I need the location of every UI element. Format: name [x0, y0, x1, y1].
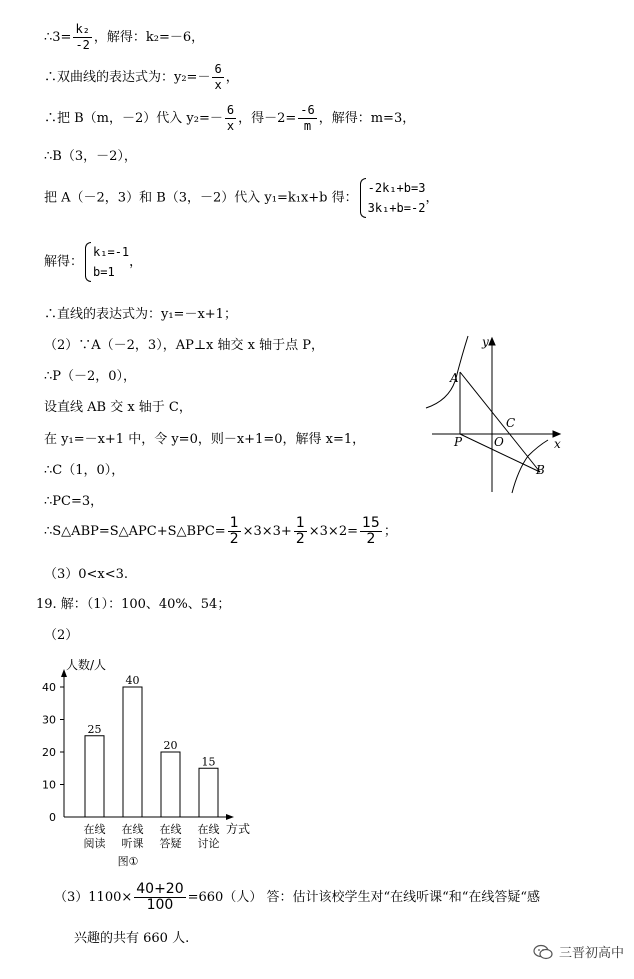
bar-value-label: 40 [125, 674, 140, 687]
solution-line-14: ∴S△ABP=S△APC+S△BPC= $\frac{1}{2}$ ×3×3+ $\frac{1}{2}$ ×3×2= $\frac{15}{2}$ ； [44, 515, 397, 547]
system-brace-2: k₁=-1 b=1 [83, 242, 129, 282]
chart-caption: 图① [117, 855, 139, 868]
fraction-k2: $\frac{\text{k₂}}{-2}$ [75, 22, 90, 52]
y-tick-label: 10 [42, 778, 56, 792]
solution-line-4: ∴B（3，－2）， [44, 149, 137, 164]
solution-line-19: 兴趣的共有 660 人. [74, 931, 190, 946]
coordinate-graph [420, 330, 570, 495]
bar-value-label: 25 [87, 722, 102, 736]
solution-line-12: ∴C（1，0）， [44, 463, 125, 478]
solution-line-16: 19. 解：（1）：100、40%、54； [36, 597, 231, 612]
bar [161, 752, 180, 817]
label-b: B [536, 463, 545, 477]
category-label: 在线 [159, 823, 182, 836]
category-label: 在线 [197, 823, 220, 836]
category-label: 讨论 [197, 837, 220, 850]
bar-value-label: 15 [201, 755, 216, 769]
category-label: 在线 [83, 823, 106, 836]
y-tick-label: 30 [42, 713, 56, 727]
solution-line-6: 解得： k₁=-1 b=1 ， [44, 242, 142, 282]
bar [123, 687, 142, 817]
y-tick-label: 20 [42, 746, 56, 759]
watermark [533, 942, 624, 961]
system-brace-1: -2k₁+b=3 3k₁+b=-2 [358, 178, 426, 218]
solution-line-3: ∴把 B（m，－2）代入 y₂=－ $\frac{6}{x}$ ，得－2= $\frac{-6}{m}$ ，解得：m=3， [44, 103, 416, 133]
wechat-icon [533, 944, 553, 960]
solution-line-8: （2）∵A（－2，3），AP⊥x 轴交 x 轴于点 P， [44, 338, 325, 353]
solution-line-15: （3）0<x<3. [44, 567, 129, 582]
y-tick-label: 40 [42, 681, 56, 694]
bar-chart [30, 655, 270, 875]
label-o: O [494, 435, 504, 449]
y-tick-label: 0 [49, 811, 56, 824]
solution-line-17: （2） [44, 628, 79, 643]
bar-value-label: 20 [163, 739, 178, 752]
label-x: x [554, 437, 561, 451]
x-axis-label: 方式 [226, 822, 251, 836]
category-label: 在线 [121, 823, 144, 836]
solution-line-2: ∴双曲线的表达式为：y₂=－ $\frac{6}{x}$ ， [44, 62, 239, 92]
solution-line-11: 在 y₁=－x+1 中，令 y=0，则－x+1=0，解得 x=1， [44, 432, 366, 447]
solution-line-9: ∴P（－2，0）， [44, 369, 137, 384]
label-p: P [454, 435, 463, 449]
hyperbola-branch-upper [426, 336, 468, 408]
solution-line-10: 设直线 AB 交 x 轴于 C， [44, 400, 192, 415]
solution-line-13: ∴PC=3， [44, 494, 104, 509]
category-label: 答疑 [159, 837, 182, 850]
category-label: 阅读 [83, 837, 106, 850]
label-c: C [506, 416, 516, 430]
watermark-text: 三晋初高中 [558, 946, 624, 961]
y-axis-label: 人数/人 [66, 658, 107, 672]
bar [199, 768, 218, 817]
y-axis-arrow [489, 338, 495, 345]
solution-line-18: （3）1100× $\frac{40+20}{100}$ =660（人） 答：估计该校学生对“在线听课“和“在线答疑“感 [54, 881, 541, 913]
x-axis-arrow [226, 814, 234, 820]
label-a: A [450, 371, 459, 385]
line-ab [460, 372, 540, 472]
bar [85, 736, 104, 817]
solution-line-5: 把 A（－2，3）和 B（3，－2）代入 y₁=k₁x+b 得： -2k₁+b=3 3k₁+b=-2 ， [44, 178, 438, 218]
category-label: 听课 [121, 837, 144, 850]
solution-line-7: ∴直线的表达式为：y₁=－x+1； [44, 307, 237, 322]
solution-line-1: ∴3= $\frac{\text{k₂}}{-2}$ ，解得：k₂=－6， [44, 22, 205, 52]
label-y: y [482, 335, 489, 349]
